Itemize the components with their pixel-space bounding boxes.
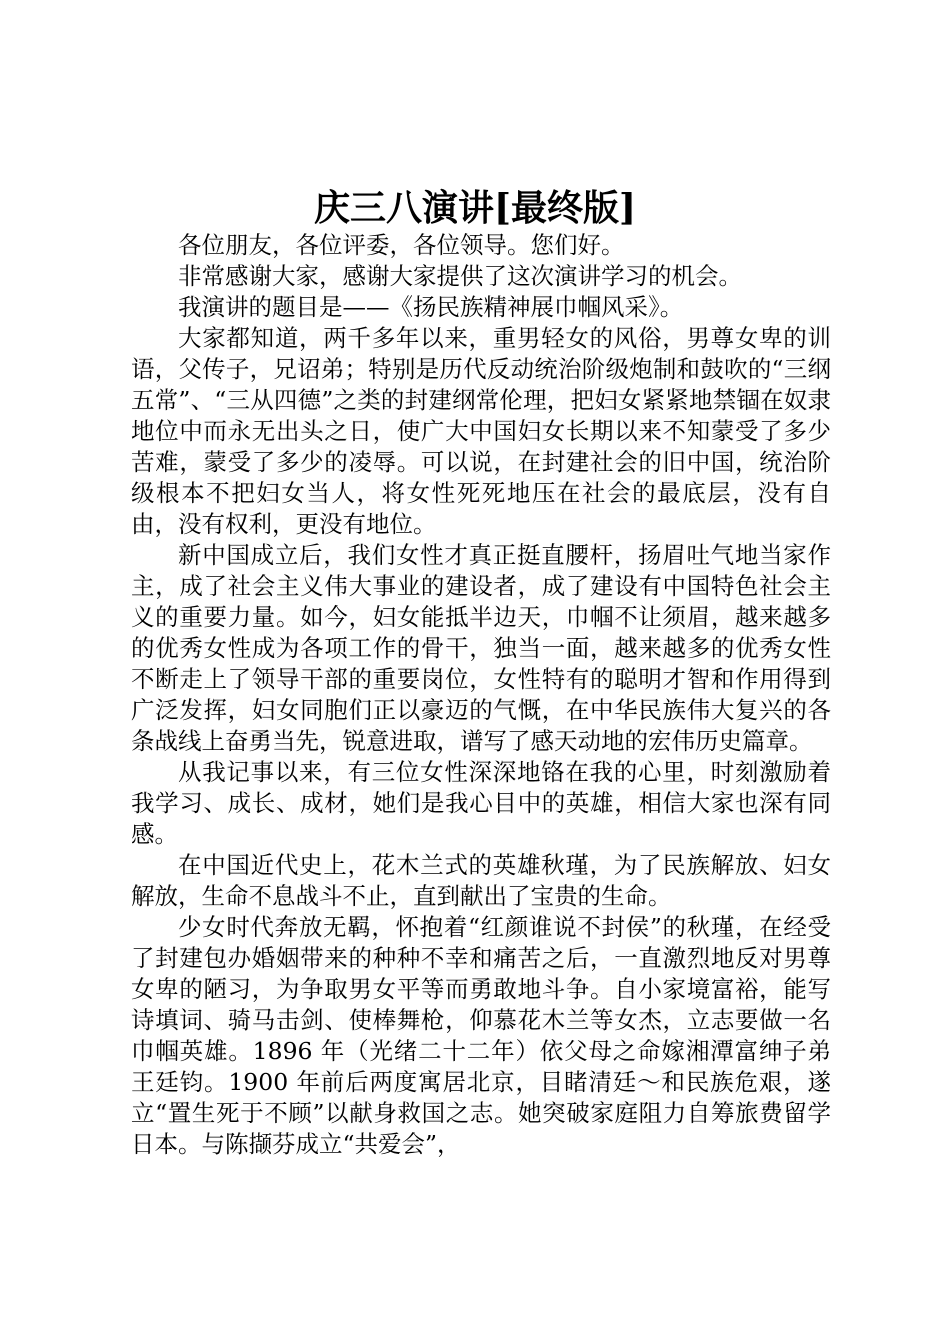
document-body — [131, 230, 831, 1160]
paragraph-qiu-jin-intro: 在中国近代史上，花木兰式的英雄秋瑾，为了民族解放、妇女解放，生命不息战斗不止，直到献出了宝贵的生命。 — [131, 851, 831, 910]
paragraph-qiu-jin-life: 少女时代奔放无羁，怀抱着“红颜谁说不封侯”的秋瑾，在经受了封建包办婚姻带来的种种不幸和痛苦之后，一直激烈地反对男尊女卑的陋习，为争取男女平等而勇敢地斗争。自小家境富裕，能写诗填词、骑马击剑、使棒舞枪，仰慕花木兰等女杰，立志要做一名巾帼英雄。1896 年（光绪二十二年）依父母之命嫁湘潭富绅子弟王廷钧。1900 年前后两度寓居北京，目睹清廷～和民族危艰，遂立“置生死于不顾”以献身救国之志。她突破家庭阻力自筹旅费留学日本。与陈撷芬成立“共爱会”， — [131, 913, 831, 1158]
document-title: 庆三八演讲[最终版] — [313, 187, 637, 229]
paragraph-three-women: 从我记事以来，有三位女性深深地铬在我的心里，时刻激励着我学习、成长、成材，她们是我心目中的英雄，相信大家也深有同感。 — [131, 758, 831, 848]
paragraph-history: 大家都知道，两千多年以来，重男轻女的风俗，男尊女卑的训语，父传子，兄诏弟；特别是历代反动统治阶级炮制和鼓吹的“三纲五常”、“三从四德”之类的封建纲常伦理，把妇女紧紧地禁锢在奴隶地位中而永无出头之日，使广大中国妇女长期以来不知蒙受了多少苦难，蒙受了多少的凌辱。可以说，在封建社会的旧中国，统治阶级根本不把妇女当人，将女性死死地压在社会的最底层，没有自由，没有权利，更没有地位。 — [131, 324, 831, 538]
paragraph-new-china: 新中国成立后，我们女性才真正挺直腰杆，扬眉吐气地当家作主，成了社会主义伟大事业的建设者，成了建设有中国特色社会主义的重要力量。如今，妇女能抵半边天，巾帼不让须眉，越来越多的优秀女性成为各项工作的骨干，独当一面，越来越多的优秀女性不断走上了领导干部的重要岗位，女性特有的聪明才智和作用得到广泛发挥，妇女同胞们正以豪迈的气慨，在中华民族伟大复兴的各条战线上奋勇当先，锐意进取，谱写了感天动地的宏伟历史篇章。 — [131, 541, 831, 755]
paragraph-thanks: 非常感谢大家，感谢大家提供了这次演讲学习的机会。 — [178, 262, 742, 290]
paragraph-topic: 我演讲的题目是——《扬民族精神展巾帼风采》。 — [178, 293, 684, 321]
paragraph-greeting: 各位朋友，各位评委，各位领导。您们好。 — [178, 231, 625, 259]
